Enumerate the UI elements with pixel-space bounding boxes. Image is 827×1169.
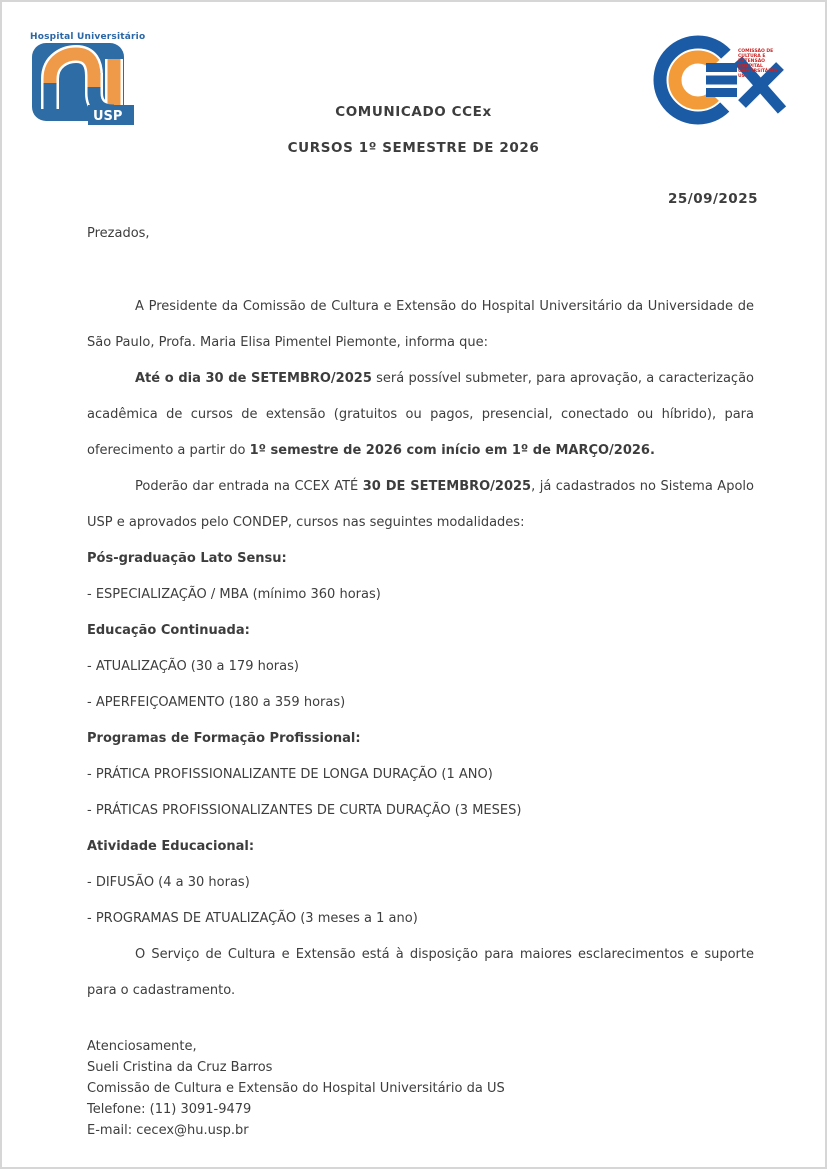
list-item-aperfeicoamento: - APERFEIÇOAMENTO (180 a 359 horas) xyxy=(87,695,346,710)
section-heading-lato-sensu: Pós-graduação Lato Sensu: xyxy=(87,551,287,566)
list-item-difusao: - DIFUSÃO (4 a 30 horas) xyxy=(87,875,250,890)
modalidades-pre: Poderão dar entrada na CCEX ATÉ xyxy=(135,479,363,494)
list-item-especializacao: - ESPECIALIZAÇÃO / MBA (mínimo 360 horas) xyxy=(87,587,381,602)
closing-paragraph: O Serviço de Cultura e Extensão está à disposição para maiores esclarecimentos e suporte para o cadastramento. xyxy=(87,947,754,998)
modalidades-bold: 30 DE SETEMBRO/2025 xyxy=(362,479,532,494)
paragraph-modalidades xyxy=(87,469,754,541)
ccex-caption-line2: HOSPITAL UNIVERSITÁRIO - USP xyxy=(738,64,781,79)
deadline-text: será possível submeter, para aprovação, a caracterização acadêmica de cursos de extensão (gratuitos ou pagos, presencial, conectado ou híbrido), para oferecimento a partir do xyxy=(87,371,754,458)
section-heading-educacao-continuada: Educação Continuada: xyxy=(87,623,250,638)
salutation: Prezados, xyxy=(87,226,150,241)
signature-closing: Atenciosamente, xyxy=(87,1039,197,1054)
deadline-bold-2: 1º semestre de 2026 com início em 1º de MARÇO/2026. xyxy=(249,443,655,458)
document-date: 25/09/2025 xyxy=(667,191,758,207)
signature-name: Sueli Cristina da Cruz Barros xyxy=(87,1060,273,1075)
section-heading-atividade-educacional: Atividade Educacional: xyxy=(87,839,255,854)
document-subtitle: CURSOS 1º SEMESTRE DE 2026 xyxy=(287,140,540,156)
ccex-logo-caption xyxy=(738,49,792,79)
signature-email: E-mail: cecex@hu.usp.br xyxy=(87,1123,249,1138)
list-item-pratica-longa: - PRÁTICA PROFISSIONALIZANTE DE LONGA DURAÇÃO (1 ANO) xyxy=(87,767,493,782)
deadline-bold-1: Até o dia 30 de SETEMBRO/2025 xyxy=(135,371,372,386)
signature-org: Comissão de Cultura e Extensão do Hospital Universitário da US xyxy=(87,1081,505,1096)
document-title: COMUNICADO CCEx xyxy=(335,104,492,120)
signature-block xyxy=(87,1036,754,1141)
list-item-atualizacao: - ATUALIZAÇÃO (30 a 179 horas) xyxy=(87,659,299,674)
document-body xyxy=(87,216,754,1141)
modalidades-post: , já cadastrados no Sistema Apolo USP e aprovados pelo CONDEP, cursos nas seguintes modalidades: xyxy=(87,479,754,530)
paragraph-presidente: A Presidente da Comissão de Cultura e Extensão do Hospital Universitário da Universidade de São Paulo, Profa. Maria Elisa Pimentel Piemonte, informa que: xyxy=(87,299,754,350)
hu-logo-usp-label: USP xyxy=(93,109,123,124)
ccex-caption-line1: COMISSÃO DE CULTURA E EXTENSÃO xyxy=(738,49,774,64)
paragraph-deadline xyxy=(87,361,754,469)
section-heading-formacao-profissional: Programas de Formação Profissional: xyxy=(87,731,361,746)
list-item-pratica-curta: - PRÁTICAS PROFISSIONALIZANTES DE CURTA DURAÇÃO (3 MESES) xyxy=(87,803,522,818)
list-item-programas-atualizacao: - PROGRAMAS DE ATUALIZAÇÃO (3 meses a 1 ano) xyxy=(87,911,418,926)
hu-logo-title: Hospital Universitário xyxy=(30,32,146,42)
signature-phone: Telefone: (11) 3091-9479 xyxy=(87,1102,252,1117)
